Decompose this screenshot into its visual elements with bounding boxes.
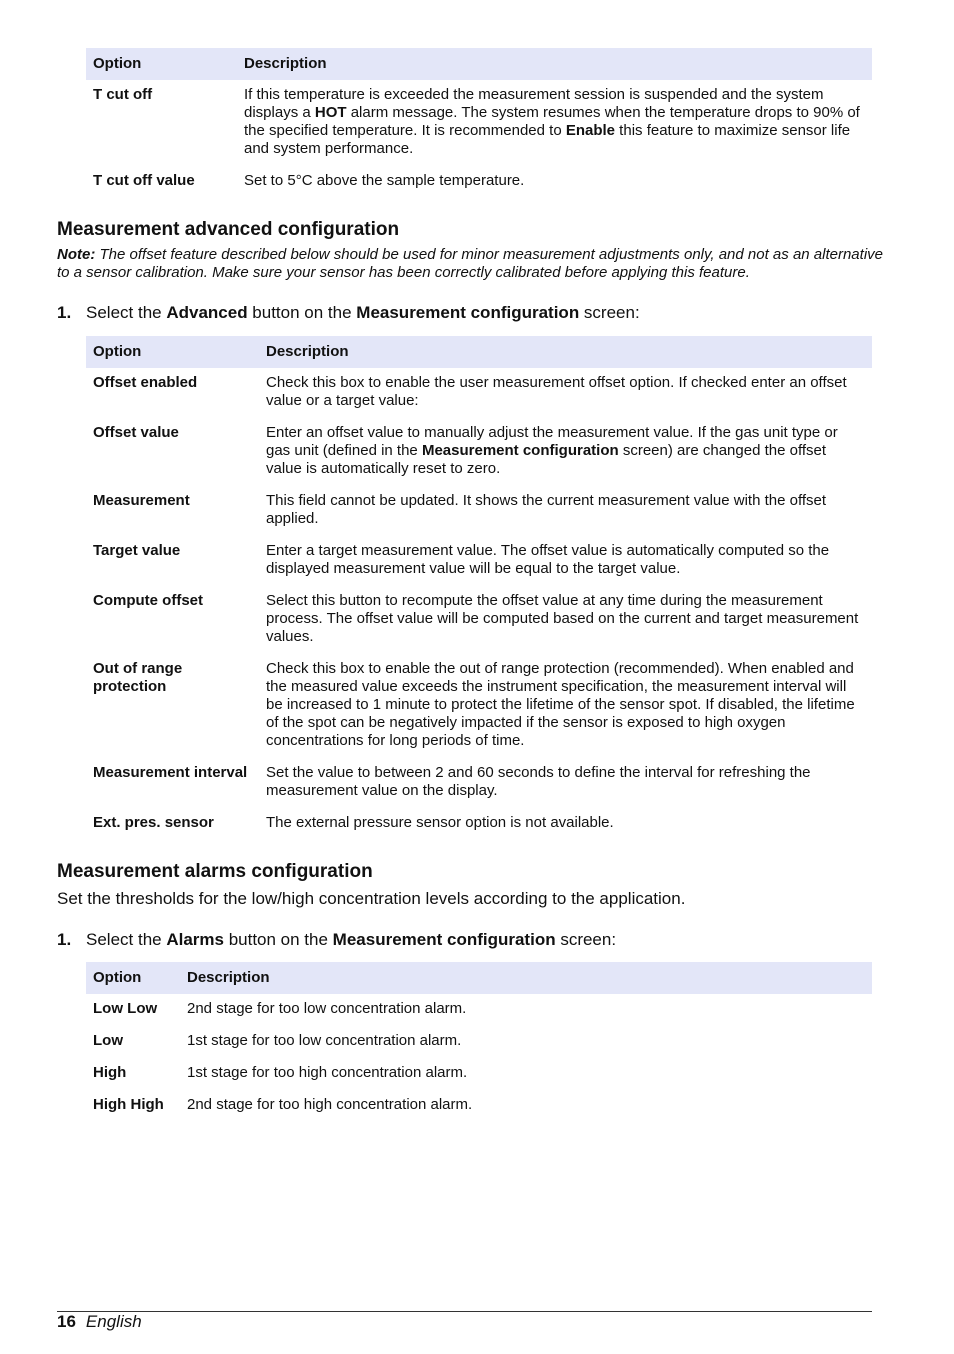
table-row: [86, 808, 872, 840]
page-number: 16: [57, 1312, 76, 1331]
table-row: [86, 994, 872, 1026]
bold-text: HOT: [314, 104, 347, 121]
option-description: [259, 536, 872, 586]
text-run: Select this button to recompute the offset value at any time during the measurement process. The offset value will be computed based on the current and target measurement values.: [266, 592, 859, 645]
bold-text: Measurement configuration: [421, 442, 619, 459]
text-run: The external pressure sensor option is not available.: [266, 814, 614, 831]
step-text: [86, 303, 640, 322]
option-name: High: [93, 1064, 127, 1081]
text-run: 1st stage for too low concentration alarm.: [187, 1032, 462, 1049]
table-row: [86, 1026, 872, 1058]
option-description: [180, 1090, 872, 1122]
text-run: This field cannot be updated. It shows the current measurement value with the offset applied.: [266, 492, 827, 527]
text-run: 2nd stage for too low concentration alarm.: [187, 1000, 467, 1017]
footer-language: English: [85, 1312, 142, 1331]
step-text: [86, 930, 616, 949]
option-name: Measurement: [93, 492, 190, 509]
header-description: Description: [180, 962, 872, 994]
note-label: Note:: [57, 246, 96, 263]
option-name: T cut off: [93, 86, 153, 103]
text-run: screen:: [555, 930, 617, 949]
header-description: Description: [237, 48, 872, 80]
step-number: 1.: [57, 930, 72, 949]
step-number: 1.: [57, 303, 72, 322]
option-description: [237, 80, 872, 166]
bold-text: Measurement configuration: [356, 303, 580, 322]
option-description: [259, 808, 872, 840]
table-header-row: [86, 336, 872, 368]
text-run: Enter an offset value to manually adjust the measurement value. If the gas unit type or gas unit (defined in the: [266, 424, 838, 459]
text-run: 2nd stage for too high concentration alarm.: [187, 1096, 473, 1113]
table-row: [86, 758, 872, 808]
note-text: The offset feature described below should be used for minor measurement adjustments only, and not as an alternative to a sensor calibration. Make sure your sensor has been correctly calibrated before applying this feature.: [57, 246, 883, 281]
step-advanced: [57, 303, 640, 323]
option-description: [259, 418, 872, 486]
option-description: [259, 368, 872, 418]
table-body: [86, 80, 872, 198]
table-body: [86, 368, 872, 840]
text-run: Set to 5°C above the sample temperature.: [244, 172, 525, 189]
table-header-row: [86, 48, 872, 80]
option-description: [259, 586, 872, 654]
alarms-intro: Set the thresholds for the low/high concentration levels according to the application.: [57, 889, 686, 908]
text-run: screen) are changed the offset value is automatically reset to zero.: [266, 442, 827, 477]
bold-text: Measurement configuration: [332, 930, 556, 949]
bold-text: Enable: [565, 122, 616, 139]
text-run: alarm message. The system resumes when the temperature drops to 90% of the specified temperature. It is recommended to: [244, 104, 860, 139]
header-option: Option: [86, 336, 259, 368]
text-run: If this temperature is exceeded the measurement session is suspended and the system displays a: [244, 86, 824, 121]
t-cut-off-options-table: [86, 48, 872, 198]
header-option: Option: [86, 962, 180, 994]
option-description: [259, 758, 872, 808]
section-title-alarms: Measurement alarms configuration: [57, 861, 373, 882]
alarm-options-table: [86, 962, 872, 1122]
text-run: Select the: [86, 930, 167, 949]
option-name: Offset enabled: [93, 374, 198, 391]
table-row: [86, 418, 872, 486]
table-body: [86, 994, 872, 1122]
text-run: this feature to maximize sensor life and system performance.: [244, 122, 851, 157]
text-run: button on the: [223, 930, 333, 949]
option-name: Offset value: [93, 424, 179, 441]
option-name: Measurement interval: [93, 764, 248, 781]
section-title-advanced: Measurement advanced configuration: [57, 219, 400, 240]
option-name: Target value: [93, 542, 181, 559]
footer-divider: [57, 1311, 872, 1312]
option-description: [180, 1026, 872, 1058]
text-run: Enter a target measurement value. The offset value is automatically computed so the displayed measurement value will be equal to the target value.: [266, 542, 830, 577]
table-row: [86, 80, 872, 166]
table-row: [86, 586, 872, 654]
text-run: Set the value to between 2 and 60 seconds to define the interval for refreshing the measurement value on the display.: [266, 764, 811, 799]
note-paragraph: [57, 246, 887, 282]
option-description: [237, 166, 872, 198]
option-name: Ext. pres. sensor: [93, 814, 214, 831]
text-run: 1st stage for too high concentration alarm.: [187, 1064, 468, 1081]
bold-text: Advanced: [166, 303, 248, 322]
text-run: Check this box to enable the out of range protection (recommended). When enabled and the measured value exceeds the instrument specification, the measurement interval will be increased to 1 minute to protect the lifetime of the sensor spot. If disabled, the lifetime of the spot can be negatively impacted if the sensor is exposed to high oxygen concentrations for long periods of time.: [266, 660, 855, 749]
option-name: High High: [93, 1096, 164, 1113]
option-description: [259, 486, 872, 536]
table-row: [86, 166, 872, 198]
option-description: [180, 1058, 872, 1090]
option-description: [259, 654, 872, 758]
option-description: [180, 994, 872, 1026]
step-alarms: [57, 930, 616, 950]
option-name: Low Low: [93, 1000, 158, 1017]
table-row: [86, 368, 872, 418]
table-header-row: [86, 962, 872, 994]
text-run: button on the: [247, 303, 357, 322]
text-run: screen:: [579, 303, 640, 322]
option-name: T cut off value: [93, 172, 195, 189]
header-option: Option: [86, 48, 237, 80]
option-name: Out of range protection: [93, 660, 183, 695]
table-row: [86, 1090, 872, 1122]
text-run: Select the: [86, 303, 167, 322]
option-name: Low: [93, 1032, 123, 1049]
text-run: Check this box to enable the user measurement offset option. If checked enter an offset value or a target value:: [266, 374, 847, 409]
header-description: Description: [259, 336, 872, 368]
table-row: [86, 536, 872, 586]
table-row: [86, 486, 872, 536]
advanced-options-table: [86, 336, 872, 840]
table-row: [86, 654, 872, 758]
page-footer: [57, 1312, 142, 1332]
table-row: [86, 1058, 872, 1090]
option-name: Compute offset: [93, 592, 203, 609]
bold-text: Alarms: [166, 930, 224, 949]
